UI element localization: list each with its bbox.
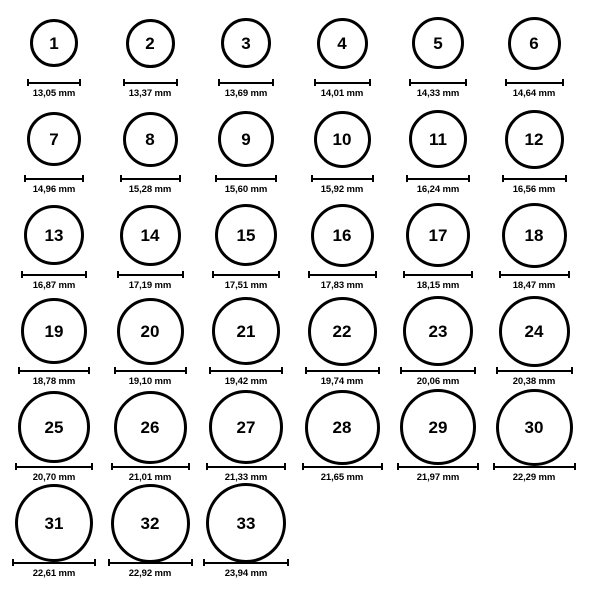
ring-size-number: 14 [140, 225, 160, 245]
measure-bar [15, 463, 93, 470]
measure-bar [314, 79, 371, 86]
ring-circle-wrap [212, 296, 280, 366]
ring-size-number: 17 [428, 225, 448, 245]
ring-size-number: 24 [524, 321, 544, 341]
ring-circle [221, 18, 271, 68]
measure-line [302, 462, 383, 470]
ring-size-cell[interactable] [198, 8, 294, 104]
ring-circle [117, 298, 184, 365]
ring-circle [502, 203, 567, 268]
measure-line [493, 462, 576, 470]
measure-bar [123, 79, 178, 86]
measure-bar [212, 271, 280, 278]
measure-line [120, 174, 181, 182]
ring-diameter-label: 19,10 mm [128, 376, 172, 387]
ring-size-number: 2 [145, 33, 155, 53]
ring-size-number: 7 [49, 129, 59, 149]
measure-line [206, 462, 286, 470]
ring-size-number: 25 [44, 417, 64, 437]
ring-circle [412, 17, 464, 69]
ring-circle-wrap [412, 8, 464, 78]
measure-bar [502, 175, 567, 182]
ring-size-cell[interactable] [6, 8, 102, 104]
ring-diameter-label: 22,61 mm [32, 568, 76, 579]
measure-line [305, 366, 380, 374]
ring-diameter-label: 15,60 mm [224, 184, 268, 195]
ring-size-cell[interactable] [486, 8, 582, 104]
ring-size-number: 19 [44, 321, 64, 341]
ring-circle [308, 297, 377, 366]
ring-circle-wrap [499, 296, 570, 366]
measure-line [111, 462, 190, 470]
ring-circle [15, 484, 93, 562]
ring-size-number: 21 [236, 321, 256, 341]
measure-bar [206, 463, 286, 470]
ring-size-number: 9 [241, 129, 251, 149]
ring-row [6, 200, 594, 296]
ring-circle-wrap [508, 8, 561, 78]
measure-line [209, 366, 283, 374]
ring-size-number: 33 [236, 513, 256, 533]
ring-diameter-label: 17,51 mm [224, 280, 268, 291]
ring-size-cell[interactable] [102, 392, 198, 488]
ring-diameter-label: 16,56 mm [512, 184, 556, 195]
measure-line [308, 270, 377, 278]
ring-size-number: 27 [236, 417, 256, 437]
measure-bar [27, 79, 81, 86]
measure-bar [24, 175, 84, 182]
ring-diameter-label: 13,37 mm [128, 88, 172, 99]
measure-line [108, 558, 193, 566]
ring-diameter-label: 13,05 mm [32, 88, 76, 99]
measure-line [203, 558, 289, 566]
measure-line [505, 78, 564, 86]
ring-diameter-label: 17,19 mm [128, 280, 172, 291]
ring-diameter-label: 21,97 mm [416, 472, 460, 483]
measure-bar [114, 367, 187, 374]
ring-diameter-label: 14,01 mm [320, 88, 364, 99]
measure-line [21, 270, 87, 278]
measure-line [314, 78, 371, 86]
ring-size-cell[interactable] [486, 296, 582, 392]
measure-line [400, 366, 476, 374]
ring-size-cell[interactable] [390, 104, 486, 200]
ring-diameter-label: 21,33 mm [224, 472, 268, 483]
measure-bar [203, 559, 289, 566]
ring-size-cell[interactable] [486, 104, 582, 200]
ring-size-cell[interactable] [390, 200, 486, 296]
ring-size-number: 1 [49, 33, 59, 53]
measure-bar [400, 367, 476, 374]
ring-size-cell[interactable] [294, 8, 390, 104]
ring-size-cell[interactable] [198, 392, 294, 488]
ring-circle [27, 112, 81, 166]
ring-circle-wrap [126, 8, 175, 78]
ring-circle [30, 19, 78, 67]
ring-row [6, 296, 594, 392]
ring-circle-wrap [206, 488, 286, 558]
ring-circle [18, 391, 90, 463]
ring-circle [409, 110, 467, 168]
ring-circle-wrap [120, 200, 181, 270]
ring-size-number: 6 [529, 33, 539, 53]
ring-circle-wrap [111, 488, 190, 558]
ring-circle-wrap [123, 104, 178, 174]
ring-circle-wrap [400, 392, 476, 462]
ring-diameter-label: 18,15 mm [416, 280, 460, 291]
ring-size-cell[interactable] [102, 488, 198, 584]
ring-circle-wrap [221, 8, 271, 78]
measure-line [18, 366, 90, 374]
ring-circle-wrap [305, 392, 380, 462]
ring-circle [314, 111, 371, 168]
ring-size-number: 30 [524, 417, 544, 437]
ring-circle-wrap [505, 104, 564, 174]
ring-diameter-label: 14,33 mm [416, 88, 460, 99]
ring-circle [215, 204, 277, 266]
ring-row [6, 392, 594, 488]
ring-size-cell[interactable] [198, 104, 294, 200]
ring-size-number: 22 [332, 321, 352, 341]
ring-size-cell[interactable] [102, 296, 198, 392]
ring-diameter-label: 18,47 mm [512, 280, 556, 291]
ring-size-cell[interactable] [294, 392, 390, 488]
ring-diameter-label: 22,92 mm [128, 568, 172, 579]
measure-line [24, 174, 84, 182]
ring-diameter-label: 14,64 mm [512, 88, 556, 99]
ring-size-number: 10 [332, 129, 352, 149]
ring-diameter-label: 14,96 mm [32, 184, 76, 195]
ring-diameter-label: 18,78 mm [32, 376, 76, 387]
measure-bar [111, 463, 190, 470]
ring-circle [317, 18, 368, 69]
ring-size-number: 15 [236, 225, 256, 245]
ring-size-number: 16 [332, 225, 352, 245]
ring-circle-wrap [406, 200, 470, 270]
measure-line [397, 462, 479, 470]
measure-line [114, 366, 187, 374]
measure-bar [493, 463, 576, 470]
measure-bar [12, 559, 96, 566]
ring-size-cell[interactable] [6, 200, 102, 296]
ring-size-number: 28 [332, 417, 352, 437]
measure-line [218, 78, 274, 86]
ring-row [6, 488, 594, 584]
ring-size-number: 29 [428, 417, 448, 437]
ring-size-cell[interactable] [390, 8, 486, 104]
measure-line [123, 78, 178, 86]
ring-diameter-label: 16,87 mm [32, 280, 76, 291]
ring-circle [111, 484, 190, 563]
ring-size-number: 31 [44, 513, 64, 533]
ring-circle-wrap [215, 200, 277, 270]
ring-size-cell[interactable] [486, 392, 582, 488]
ring-circle-wrap [502, 200, 567, 270]
measure-line [215, 174, 277, 182]
ring-circle [406, 203, 470, 267]
ring-circle-wrap [209, 392, 283, 462]
ring-circle [311, 204, 374, 267]
measure-line [27, 78, 81, 86]
ring-size-cell[interactable] [198, 296, 294, 392]
ring-size-number: 4 [337, 33, 347, 53]
ring-circle [496, 389, 573, 466]
ring-size-number: 32 [140, 513, 160, 533]
ring-diameter-label: 20,38 mm [512, 376, 556, 387]
ring-circle [126, 19, 175, 68]
ring-diameter-label: 17,83 mm [320, 280, 364, 291]
ring-size-number: 13 [44, 225, 64, 245]
ring-size-cell[interactable] [6, 296, 102, 392]
ring-circle [21, 298, 87, 364]
ring-size-cell[interactable] [6, 392, 102, 488]
ring-size-cell[interactable] [486, 200, 582, 296]
ring-circle-wrap [18, 392, 90, 462]
measure-bar [120, 175, 181, 182]
ring-size-cell[interactable] [198, 200, 294, 296]
ring-size-number: 3 [241, 33, 251, 53]
ring-size-number: 23 [428, 321, 448, 341]
measure-line [406, 174, 470, 182]
measure-bar [18, 367, 90, 374]
measure-bar [499, 271, 570, 278]
ring-size-cell[interactable] [294, 296, 390, 392]
ring-circle [505, 110, 564, 169]
measure-bar [505, 79, 564, 86]
ring-size-number: 26 [140, 417, 160, 437]
ring-diameter-label: 20,06 mm [416, 376, 460, 387]
measure-bar [409, 79, 467, 86]
ring-circle [218, 111, 274, 167]
measure-bar [305, 367, 380, 374]
ring-size-cell[interactable] [294, 200, 390, 296]
measure-bar [21, 271, 87, 278]
ring-circle-wrap [30, 8, 78, 78]
measure-line [496, 366, 573, 374]
ring-circle-wrap [403, 296, 473, 366]
measure-bar [209, 367, 283, 374]
ring-circle-wrap [311, 200, 374, 270]
ring-circle [403, 296, 473, 366]
ring-row [6, 104, 594, 200]
ring-circle-wrap [317, 8, 368, 78]
measure-bar [403, 271, 473, 278]
ring-circle-wrap [218, 104, 274, 174]
ring-circle-wrap [21, 296, 87, 366]
ring-diameter-label: 21,01 mm [128, 472, 172, 483]
measure-line [15, 462, 93, 470]
ring-diameter-label: 21,65 mm [320, 472, 364, 483]
ring-circle [305, 390, 380, 465]
measure-bar [311, 175, 374, 182]
ring-circle [209, 390, 283, 464]
ring-diameter-label: 15,92 mm [320, 184, 364, 195]
measure-bar [117, 271, 184, 278]
measure-line [502, 174, 567, 182]
ring-size-number: 8 [145, 129, 155, 149]
ring-circle [499, 296, 570, 367]
measure-bar [218, 79, 274, 86]
ring-diameter-label: 23,94 mm [224, 568, 268, 579]
ring-diameter-label: 15,28 mm [128, 184, 172, 195]
ring-size-cell[interactable] [6, 104, 102, 200]
ring-diameter-label: 22,29 mm [512, 472, 556, 483]
measure-line [403, 270, 473, 278]
ring-circle-wrap [117, 296, 184, 366]
ring-circle [206, 483, 286, 563]
ring-circle [24, 205, 84, 265]
ring-size-number: 11 [429, 129, 447, 149]
measure-bar [308, 271, 377, 278]
measure-line [409, 78, 467, 86]
measure-bar [215, 175, 277, 182]
ring-size-cell[interactable] [390, 296, 486, 392]
ring-size-number: 18 [524, 225, 544, 245]
measure-bar [406, 175, 470, 182]
ring-size-cell[interactable] [390, 392, 486, 488]
ring-circle [508, 17, 561, 70]
ring-diameter-label: 20,70 mm [32, 472, 76, 483]
measure-bar [397, 463, 479, 470]
ring-circle-wrap [496, 392, 573, 462]
ring-circle [400, 389, 476, 465]
ring-circle-wrap [314, 104, 371, 174]
ring-diameter-label: 19,42 mm [224, 376, 268, 387]
ring-size-cell[interactable] [102, 200, 198, 296]
measure-line [117, 270, 184, 278]
ring-diameter-label: 16,24 mm [416, 184, 460, 195]
ring-size-cell[interactable] [6, 488, 102, 584]
ring-circle-wrap [409, 104, 467, 174]
measure-bar [302, 463, 383, 470]
ring-size-number: 12 [524, 129, 544, 149]
measure-bar [496, 367, 573, 374]
ring-circle [123, 112, 178, 167]
ring-size-number: 5 [433, 33, 443, 53]
measure-line [12, 558, 96, 566]
ring-circle [114, 391, 187, 464]
measure-bar [108, 559, 193, 566]
measure-line [212, 270, 280, 278]
measure-line [311, 174, 374, 182]
ring-size-cell[interactable] [102, 104, 198, 200]
ring-size-cell[interactable] [198, 488, 294, 584]
ring-size-cell[interactable] [102, 8, 198, 104]
ring-circle-wrap [24, 200, 84, 270]
ring-circle-wrap [15, 488, 93, 558]
ring-size-cell[interactable] [294, 104, 390, 200]
ring-circle-wrap [308, 296, 377, 366]
ring-diameter-label: 19,74 mm [320, 376, 364, 387]
ring-circle [120, 205, 181, 266]
ring-size-number: 20 [140, 321, 160, 341]
ring-diameter-label: 13,69 mm [224, 88, 268, 99]
ring-row [6, 8, 594, 104]
ring-circle-wrap [27, 104, 81, 174]
ring-circle-wrap [114, 392, 187, 462]
ring-circle [212, 297, 280, 365]
measure-line [499, 270, 570, 278]
